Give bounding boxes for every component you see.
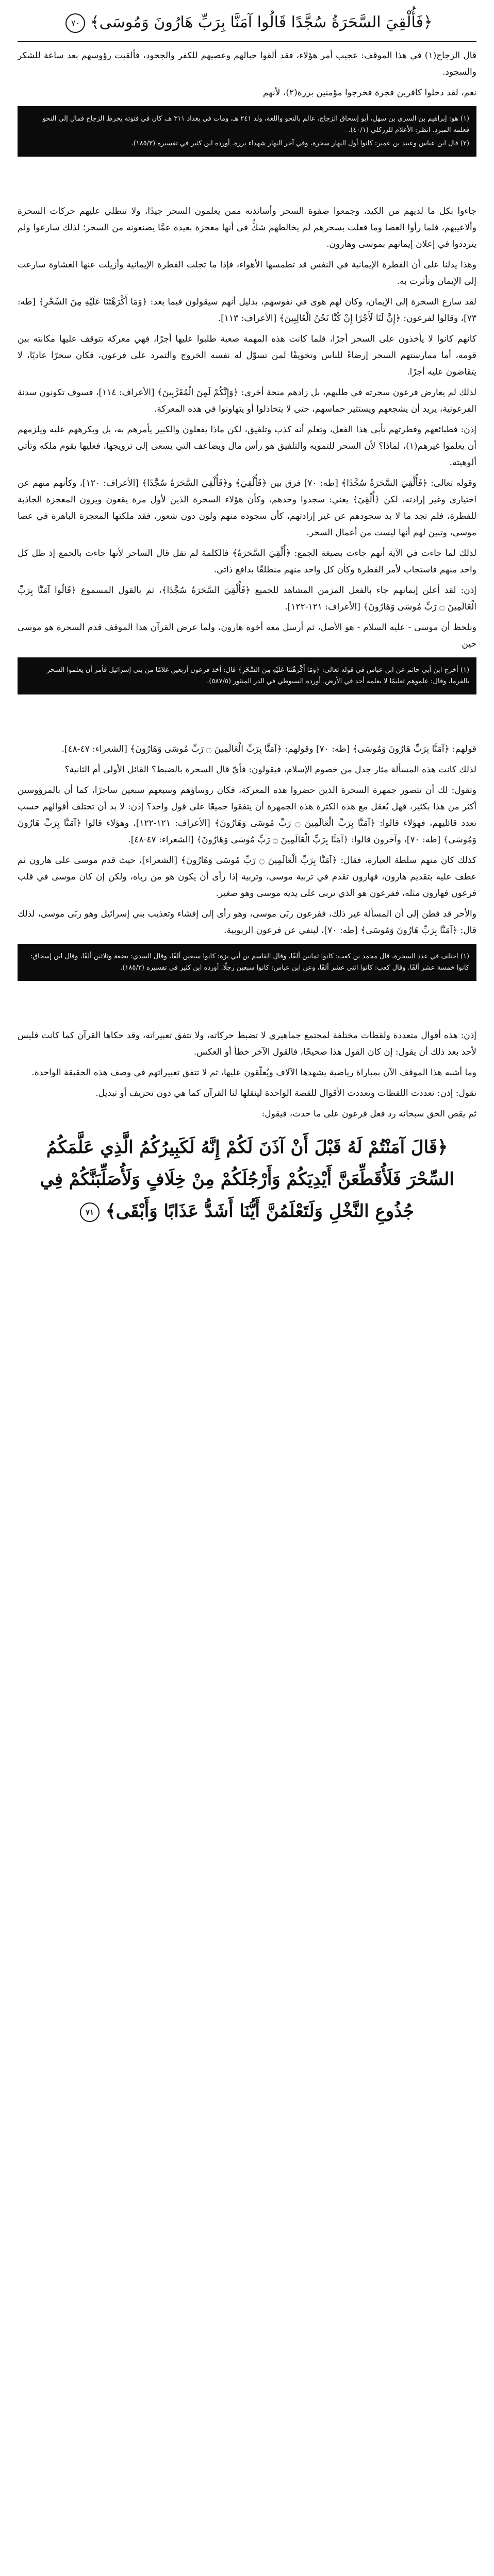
page-gap	[0, 710, 494, 731]
footnote-box	[18, 944, 476, 981]
divider	[18, 41, 476, 42]
sheet-top	[0, 0, 494, 172]
paragraph: كانهم كانوا لا يأخذون على السحر أجرًا، فلما كانت هذه المهمة صعبة طلبوا عليها أجرًا، فهي معركة تتوقف عليها مكانته بين قومه، أما ممارستهم السحر إرضاءً للناس وتخويفًا لمن تسوّل له نفسه الخروج والتمرد على فرعون، فكان سحرًا عاديًا، لا يتقاضون عليه أجرًا.	[18, 334, 476, 377]
sheet-3	[0, 731, 494, 996]
paragraph: إذن: لقد أعلن إيمانهم جاء بالفعل المزمن المشاهد للجميع ﴿فَأُلْقِيَ السَّحَرَةُ سُجَّدًا﴾، ثم بالقول المسموع ﴿قَالُوا آمَنَّا بِرَبِّ الْعَالَمِينَ ۝ رَبِّ مُوسَى وَهَارُونَ﴾ [الأعراف: ١٢١-١٢٢].	[18, 585, 476, 612]
paragraph: نقول: إذن: تعددت اللقطات وتعددت الأقوال للقصة الواحدة لينقلها لنا القرآن كما هي دون تحريف أو تبديل.	[95, 1088, 476, 1098]
verse-number-badge: ٧١	[80, 1202, 100, 1222]
paragraph: والأخر قد فطن إلى أن المسألة غير ذلك، ففرعون ربّى موسى، وهو رأى إلى إفشاء وتعذيب بني إسرائيل وهو ربّى موسى، لذلك قال: ﴿آمَنَّا بِرَبِّ هَارُونَ وَمُوسَى﴾ [طه: ٧٠]، لينفي عن فرعون الربوبية.	[18, 909, 476, 936]
paragraph: وهذا يدلنا على أن الفطرة الإيمانية في النفس قد تطمسها الأهواء، فإذا ما تجلت الفطرة الإيمانية وأزيلت عنها الغشاوة سارعت إلى الإيمان وتأثرت به.	[18, 260, 476, 286]
paragraph: لذلك لما جاءت في الآية أنهم جاءت بصيغة الجمع: ﴿أُلْقِيَ السَّحَرَةُ﴾ فالكلمة لم تقل قال الساحر لأنها جاءت بالجمع إذ ظل كل واحد منهم فاستجاب لأمر الفطرة وكأن كل واحد منهم منطلقًا بدافع ذاتي.	[18, 548, 476, 575]
footnote: (١) هو: إبراهيم بن السري بن سهل، أبو إسحاق الزجاج، عالم بالنحو واللغة، ولد ٢٤١ هـ، ومات في بغداد ٣١١ هـ، كان في فتوته يخرط الزجاج فمال إلى النحو فعلمه المبرد. انظر: الأعلام للزركلي (٤٠/١).	[42, 115, 469, 134]
paragraph: وقوله تعالى: ﴿فَأُلْقِيَ السَّحَرَةُ سُجَّدًا﴾ [طه: ٧٠] فرق بين ﴿فَأُلْقِيَ﴾ و﴿فَأُلْقِيَ السَّحَرَةُ سُجَّدًا﴾ [الأعراف: ١٢٠]، وكأنهم منهم عن اختياري وغير إرادته، لكن ﴿أُلْقِيَ﴾ يعني: سجدوا وحدهم، وكأن هؤلاء السحرة الذين لأول مرة يقعون ويرون المعجزة الجاذبة للفطرة، فلم تجد ما لا بد سجودهم عن غير إرادتهم، كأن سجوده منهم ولون دون شعور، فقد ملكتها المعجزة الباهرة في عصا موسى، وتبين لهم أنها ليست من أعمال السحر.	[18, 478, 477, 538]
paragraph: لقد سارع السحرة إلى الإيمان، وكان لهم هوى في نفوسهم، بدليل أنهم سيقولون فيما بعد: ﴿وَمَا أَكْرَهْتَنَا عَلَيْهِ مِنَ السِّحْرِ﴾ [طه: ٧٣]، وقالوا لفرعون: ﴿إِنَّ لَنَا لَأَجْرًا إِنْ كُنَّا نَحْنُ الْغَالِبِينَ﴾ [الأعراف: ١١٣].	[18, 297, 476, 324]
paragraph: ونلحظ أن موسى - عليه السلام - هو الأصل، ثم أرسل معه أخوه هارون، ولما عرض القرآن هذا الموقف قدم السحرة هو موسى حين	[18, 622, 476, 649]
paragraph: لذلك كانت هذه المسألة مثار جدل من خصوم الإسلام، فيقولون: فأيّ قال السحرة بالضبط؟ القائل الأولى أم الثانية؟	[64, 765, 476, 775]
footnote-box	[18, 657, 476, 694]
footnote: (١) اختلف في عدد السحرة، قال محمد بن كعب: كانوا ثمانين ألفًا، وقال القاسم بن أبي بزة: كانوا سبعين ألفًا، وقال السدي: بضعة وثلاثين ألفًا، وقال ابن إسحاق: كانوا خمسة عشر ألفًا. وقال كعب: كانوا اثني عشر ألفًا، وعن ابن عباس: كانوا سبعين رجلًا. أورده ابن كثير في تفسيره (١٨٥/٣).	[30, 953, 469, 972]
closing-verse-text: ﴿قَالَ آمَنْتُمْ لَهُ قَبْلَ أَنْ آذَنَ لَكُمْ إِنَّهُ لَكَبِيرُكُمُ الَّذِي عَلَّمَكُمُ السِّحْرَ فَلَأُقَطِّعَنَّ أَيْدِيَكُمْ وَأَرْجُلَكُمْ مِنْ خِلَافٍ وَلَأُصَلِّبَنَّكُمْ فِي جُذُوعِ النَّخْلِ وَلَتَعْلَمُنَّ أَيُّنَا أَشَدُّ عَذَابًا وَأَبْقَى﴾	[40, 1137, 454, 1222]
verse-number-badge: ٧٠	[65, 13, 85, 33]
paragraph: لذلك لم يعارض فرعون سحرته في طلبهم، بل زادهم منحة أخرى: ﴿وَإِنَّكُمْ لَمِنَ الْمُقَرَّبِينَ﴾ [الأعراف: ١١٤]، فسوف تكونون سدنة الفرعونية، يريد أن يشجعهم ويستثير حماسهم، حتى لا يتخاذلوا أو يتهاونوا في هذه المعركة.	[18, 387, 476, 414]
sheet-2	[0, 193, 494, 710]
paragraph: قال الزجاج(١) في هذا الموقف: عجيب أمر هؤلاء، فقد ألقوا حبالهم وعصيهم للكفر والجحود، فألقيت رؤوسهم بعد ساعة للشكر والسجود.	[18, 50, 477, 77]
paragraph: وتقول: لك أن تتصور جمهرة السحرة الذين حضروا هذه المعركة، فكان روساؤهم وسيعهم سبعين ساحرًا، كما أن بالمرؤوسين أكثر من هذا بكثير، فهل يُعقل مع هذه الكثرة هذه الجمهرة أن يتفقوا جميعًا على قول واحد؟ إذن: لا بد أن تختلف أقوالهم حسب تعدد قائليهم، فهؤلاء قالوا: ﴿آمَنَّا بِرَبِّ الْعَالَمِينَ ۝ رَبِّ مُوسَى وَهَارُونَ﴾ [الأعراف: ١٢١-١٢٢]، وهؤلاء قالوا ﴿آمَنَّا بِرَبِّ هَارُونَ وَمُوسَى﴾ [طه: ٧٠]، وآخرون قالوا: ﴿آمَنَّا بِرَبِّ الْعَالَمِينَ ۝ رَبِّ مُوسَى وَهَارُونَ﴾ [الشعراء: ٤٧-٤٨].	[18, 785, 477, 845]
closing-verse	[18, 1126, 476, 1232]
paragraph: ثم يقص الحق سبحانه رد فعل فرعون على ما حدث، فيقول:	[261, 1109, 476, 1119]
header-verse-text: ﴿فَأُلْقِيَ السَّحَرَةُ سُجَّدًا قَالُوا آمَنَّا بِرَبِّ هَارُونَ وَمُوسَى﴾	[90, 13, 433, 31]
header-verse	[18, 6, 476, 36]
sheet-4	[0, 1017, 494, 1243]
paragraph: قولهم: ﴿آمَنَّا بِرَبِّ هَارُونَ وَمُوسَى﴾ [طه: ٧٠] وقولهم: ﴿آمَنَّا بِرَبِّ الْعَالَمِينَ ۝ رَبِّ مُوسَى وَهَارُونَ﴾ [الشعراء: ٤٧-٤٨].	[61, 744, 476, 754]
page-gap	[0, 172, 494, 193]
paragraph: إذن: فطبائعهم وفطرتهم تأبى هذا الفعل، وتعلم أنه كذب وتلفيق، لكن ماذا يفعلون والكبير يأمرهم به، بل ويكرههم عليه ويلزمهم أن يعلموا غيرهم(١)، لماذا؟ لأن السحر للتمويه والتلفيق هو رأس مال ويضاعف التي يسعى إلى ترويجها، فعليها يقوم ملكه وتأتي ألوهيته.	[18, 425, 476, 468]
paragraph: كذلك كان منهم سلطة العبارة، فقال: ﴿آمَنَّا بِرَبِّ الْعَالَمِينَ ۝ رَبِّ مُوسَى وَهَارُونَ﴾ [الشعراء]، حيث قدم موسى على هارون ثم عطف عليه بتقديم هارون، فهارون تقدم في تربية موسى، وتربية إذا رأى أن يكون هو من رباه، ولكن إن كان موسى في قلب فرعون فهارون مثله، ففرعون هو الذي تربى على يديه موسى وهو صغير.	[18, 855, 476, 899]
footnote: (١) أخرج ابن أبي حاتم عن ابن عباس في قوله تعالى: ﴿وَمَا أَكْرَهْتَنَا عَلَيْهِ مِنَ السِّحْرِ﴾ قال: أخذ فرعون أربعين غلامًا من بني إسرائيل فأمر أن يعلموا السحر بالفرما، وقال: علموهم تعليمًا لا يعلمه أحد في الأرض. أورده السيوطي في الدر المنثور (٥٨٧/٥).	[46, 666, 469, 685]
paragraph: جاءوا بكل ما لديهم من الكيد، وجمعوا صفوة السحر وأساتذته ممن يعلمون السحر جيدًا، ولا تنطلي عليهم حركات السحرة وألاعيبهم، فلما رأوا العصا وما فعلت بسحرهم لم يخالطهم شكٌّ في أنها معجزة بعيدة عمَّا يصنعونه من السحر؛ لذلك سارعوا ولم يترددوا في إعلان إيمانهم بموسى وهارون.	[18, 206, 476, 249]
paragraph: إذن: هذه أقوال متعددة ولقطات مختلفة لمجتمع جماهيري لا تضبط حركاته، ولا تتفق تعبيراته، وقد حكاها القرآن كما كانت فليس لأحد بعد ذلك أن يقول: إن كان القول هذا صحيحًا، فالقول الآخر خطأ أو العكس.	[18, 1030, 476, 1057]
footnote-box	[18, 106, 476, 157]
page-gap	[0, 996, 494, 1017]
document-page	[0, 0, 494, 1243]
footnote: (٢) قال ابن عباس وعبيد بن عمير: كانوا أول النهار سحرة، وفي آخر النهار شهداء بررة. أورده ابن كثير في تفسيره (١٨٥/٣).	[131, 140, 469, 147]
paragraph: نعم، لقد دخلوا كافرين فجرة فخرجوا مؤمنين بررة(٢)، لأنهم	[262, 88, 476, 98]
paragraph: وما أشبه هذا الموقف الآن بمباراة رياضية يشهدها الآلاف ويُعلّقون عليها، ثم لا تتفق تعبيراتهم في وصف هذه الحقيقة الواحدة.	[31, 1067, 476, 1078]
